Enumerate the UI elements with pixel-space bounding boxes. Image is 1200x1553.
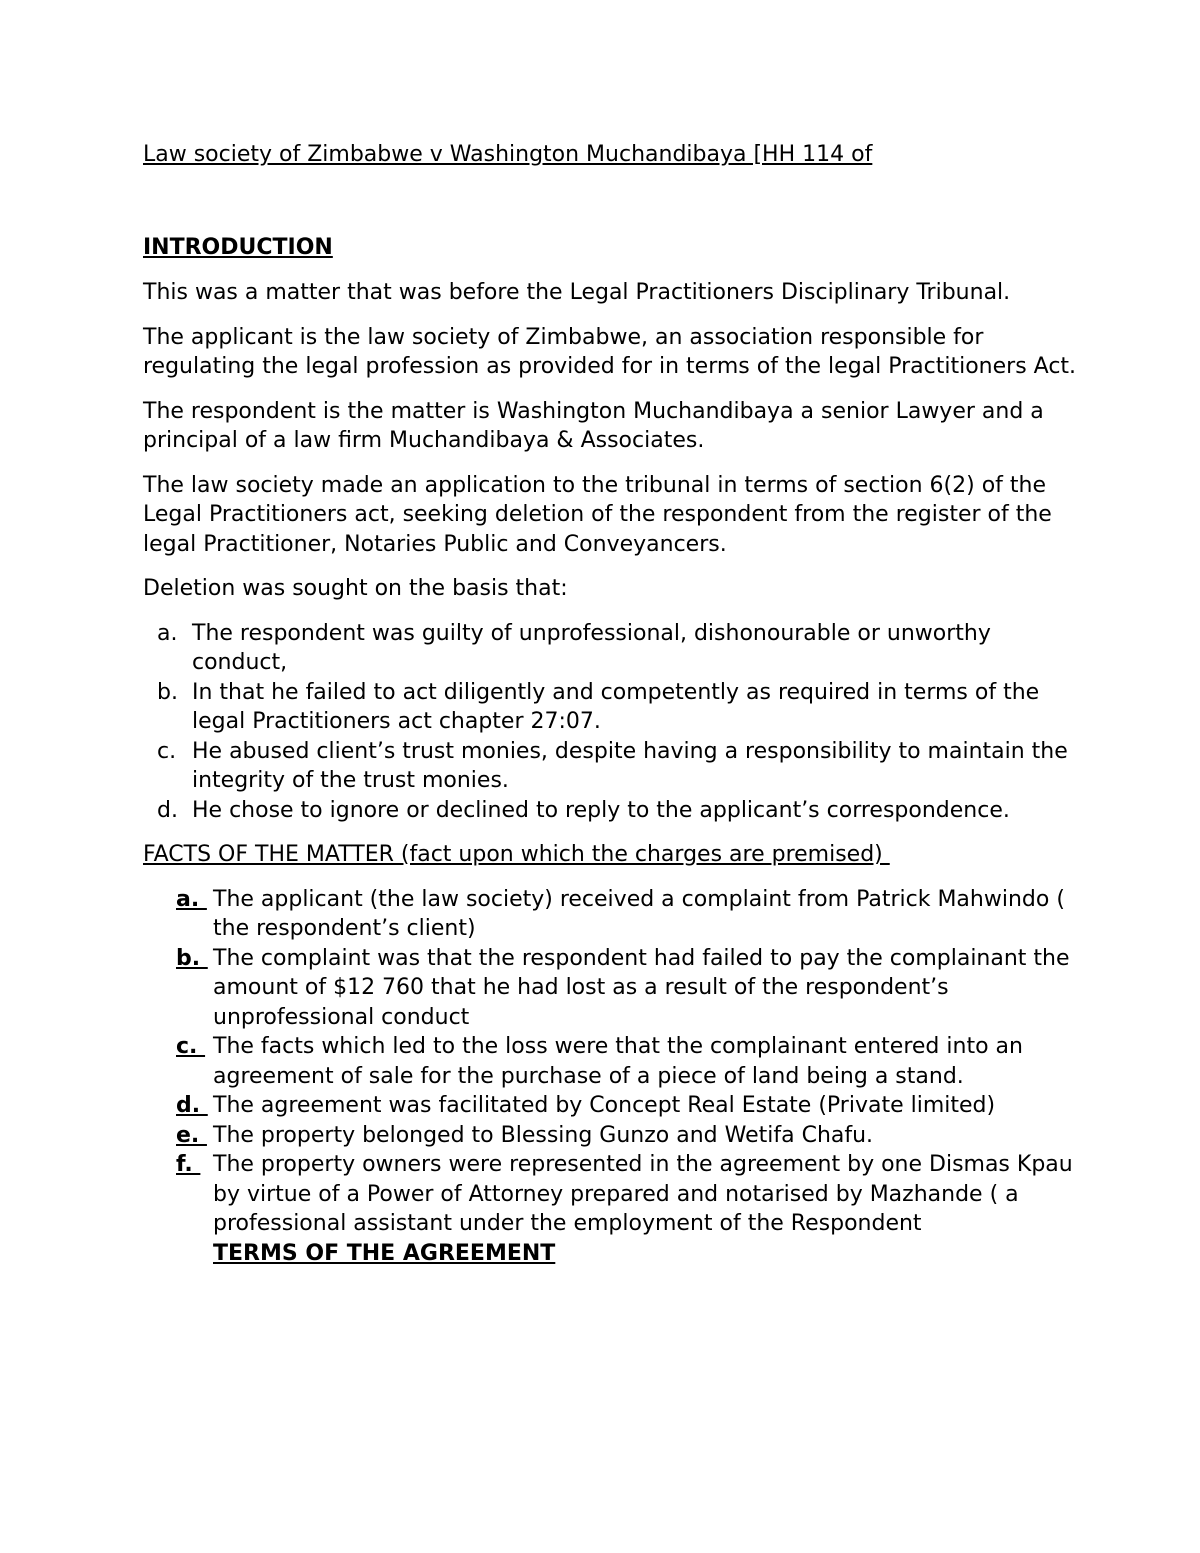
facts-list	[143, 885, 1083, 1239]
intro-paragraph-2: The applicant is the law society of Zimbabwe, an association responsible for regulating the legal profession as provided for in terms of the legal Practitioners Act.	[143, 324, 1077, 379]
list-item-text: The property owners were represented in the agreement by one Dismas Kpau by virtue of a Power of Attorney prepared and notarised by Mazhande ( a professional assistant under the employment of the Respondent	[213, 1152, 1073, 1236]
list-marker: d.	[157, 797, 178, 823]
list-item-text: The respondent was guilty of unprofessional, dishonourable or unworthy conduct,	[192, 620, 991, 675]
intro-paragraph-4: The law society made an application to the tribunal in terms of section 6(2) of the Legal Practitioners act, seeking deletion of the respondent from the register of the legal Practitioner, Notaries Public and Conveyancers.	[143, 472, 1052, 557]
document-page	[143, 140, 1083, 1268]
document-title: Law society of Zimbabwe v Washington Muchandibaya [HH 114 of	[143, 142, 873, 167]
list-marker: a.	[176, 886, 207, 912]
intro-paragraph-5: Deletion was sought on the basis that:	[143, 576, 568, 601]
list-marker: e.	[176, 1122, 207, 1148]
list-item-text: He abused client’s trust monies, despite having a responsibility to maintain the integrity of the trust monies.	[192, 738, 1068, 793]
terms-heading: TERMS OF THE AGREEMENT	[213, 1240, 556, 1266]
list-item-text: The complaint was that the respondent had failed to pay the complainant the amount of $12 760 that he had lost as a result of the respondent’s unprofessional conduct	[213, 945, 1070, 1030]
list-item	[143, 1032, 1083, 1091]
list-item	[143, 737, 1083, 796]
list-marker: c.	[157, 738, 177, 764]
list-item-text: He chose to ignore or declined to reply to the applicant’s correspondence.	[192, 797, 1010, 823]
list-item	[143, 619, 1083, 678]
list-item-text: In that he failed to act diligently and competently as required in terms of the legal Practitioners act chapter 27:07.	[192, 679, 1040, 734]
list-item	[143, 1121, 1083, 1151]
introduction-heading: INTRODUCTION	[143, 234, 333, 260]
list-marker: b.	[157, 679, 178, 705]
list-item	[143, 885, 1083, 944]
intro-paragraph-1: This was a matter that was before the Legal Practitioners Disciplinary Tribunal.	[143, 280, 1011, 305]
intro-paragraph-3: The respondent is the matter is Washington Muchandibaya a senior Lawyer and a principal of a law firm Muchandibaya & Associates.	[143, 398, 1044, 453]
list-marker: f.	[176, 1152, 201, 1177]
deletion-grounds-list	[143, 619, 1083, 826]
list-item-text: The applicant (the law society) received a complaint from Patrick Mahwindo ( the respondent’s client)	[213, 886, 1065, 941]
list-marker: a.	[157, 620, 178, 646]
facts-heading: FACTS OF THE MATTER (fact upon which the charges are premised)	[143, 842, 890, 867]
list-marker: b.	[176, 945, 208, 971]
list-item	[143, 1091, 1083, 1121]
list-marker: c.	[176, 1034, 206, 1059]
list-item-text: The property belonged to Blessing Gunzo and Wetifa Chafu.	[213, 1122, 874, 1148]
list-item	[143, 796, 1083, 826]
list-marker: d.	[176, 1093, 208, 1118]
list-item	[143, 944, 1083, 1033]
list-item	[143, 1150, 1083, 1239]
list-item-text: The facts which led to the loss were that the complainant entered into an agreement of sale for the purchase of a piece of land being a stand.	[213, 1034, 1023, 1089]
list-item-text: The agreement was facilitated by Concept Real Estate (Private limited)	[213, 1093, 996, 1118]
list-item	[143, 678, 1083, 737]
